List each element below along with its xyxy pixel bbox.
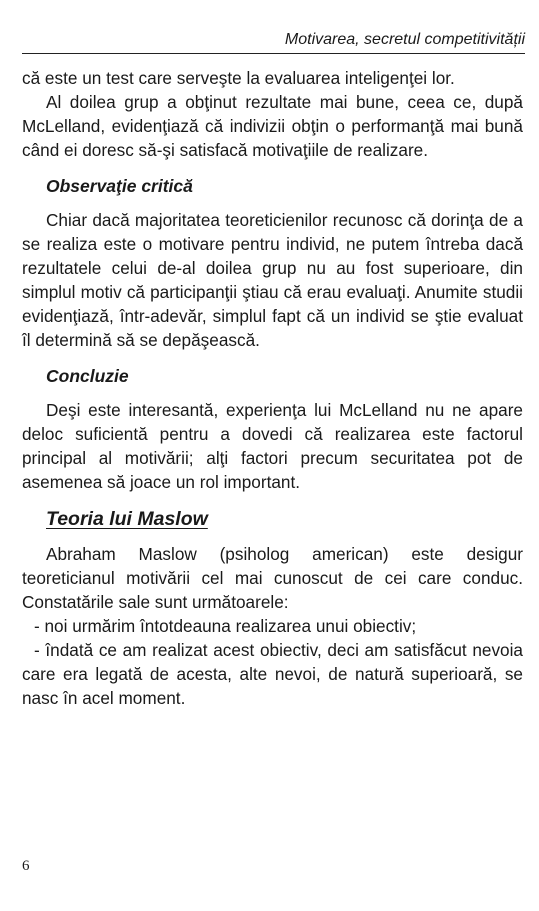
subheading-concluzie: Concluzie xyxy=(46,366,129,386)
paragraph-continuation: că este un test care serveşte la evaluarea inteligenţei lor. xyxy=(22,68,455,88)
list-item: - noi urmărim întotdeauna realizarea unui obiectiv; xyxy=(34,616,417,636)
paragraph-maslow: Abraham Maslow (psiholog american) este desigur teoreticianul motivării cel mai cunoscut de cei care conduc. Constatările sale sunt următoarele: xyxy=(22,544,523,612)
page-content xyxy=(22,66,523,710)
page-number: 6 xyxy=(22,858,30,874)
paragraph-concluzie: Deşi este interesantă, experienţa lui McLelland nu ne apare deloc suficientă pentru a dovedi că realizarea este factorul principal al motivării; alţi factori precum securitatea pot de asemenea să joace un rol important. xyxy=(22,400,523,492)
list-item: - îndată ce am realizat acest obiectiv, deci am satisfăcut nevoia care era legată de acesta, alte nevoi, de natură superioară, se nasc în acel moment. xyxy=(22,640,523,708)
subheading-observatie: Observaţie critică xyxy=(46,176,193,196)
paragraph-observatie: Chiar dacă majoritatea teoreticienilor recunosc că dorinţa de a se realiza este o motivare pentru individ, ne putem întreba dacă rezultatele celui de-al doilea grup nu au fost superioare, din simplul motiv că participanţii ştiau că erau evaluaţi. Anumite studii evidenţiază, într-adevăr, simplul fapt că un individ se ştie evaluat îl determină să se depăşească. xyxy=(22,210,523,350)
section-heading-maslow: Teoria lui Maslow xyxy=(46,508,208,530)
paragraph-second-group: Al doilea grup a obţinut rezultate mai bune, ceea ce, după McLelland, evidenţiază că indivizii obţin o performanţă mai bună când ei doresc să-şi satisfacă motivaţiile de realizare. xyxy=(22,92,523,160)
running-header: Motivarea, secretul competitivității xyxy=(22,30,525,54)
